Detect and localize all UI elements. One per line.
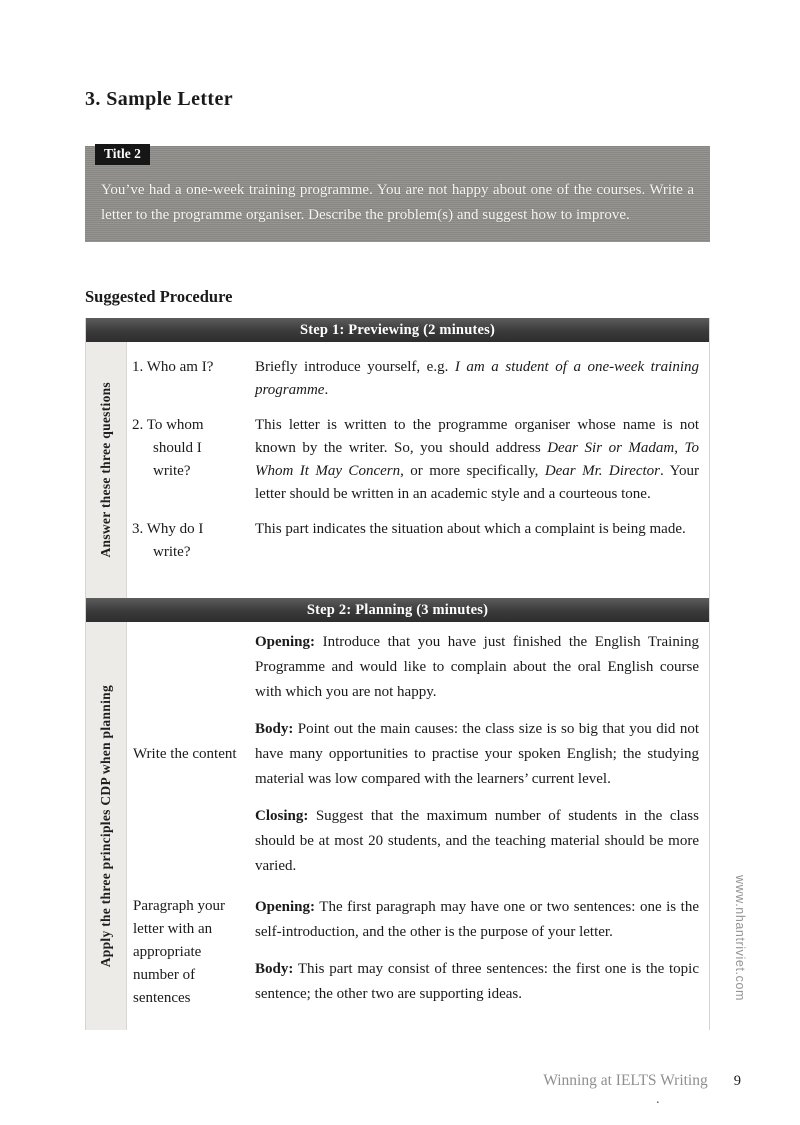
paragraph: Body: This part may consist of three sentences: the first one is the topic sentence; the other two are supporting ideas. [255, 961, 699, 1002]
answer-text [249, 630, 709, 879]
answer-text [249, 895, 709, 1007]
step1-section [86, 342, 709, 598]
step2-rows [127, 622, 709, 1030]
step1-header: Step 1: Previewing (2 minutes) [86, 318, 709, 342]
question-label: 3. Why do I write? [132, 521, 204, 560]
answer-text: Briefly introduce yourself, e.g. I am a student of a one-week training programme. [255, 359, 700, 398]
table-row [127, 895, 709, 1010]
step1-sidebar [86, 342, 127, 598]
title-box-text: You’ve had a one-week training programme. You are not happy about one of the courses. Write a letter to the programme organiser. Describe the problem(s) and suggest how to improve. [101, 182, 694, 223]
step2-sidebar [86, 622, 127, 1030]
paragraph: Closing: Suggest that the maximum number of students in the class should be at most 20 students, and the teaching material should be more varied. [255, 808, 699, 874]
page-title: 3. Sample Letter [85, 88, 234, 110]
question-label: 1. Who am I? [132, 359, 214, 375]
paragraph: Opening: Introduce that you have just finished the English Training Programme and would like to complain about the oral English course with which you are not happy. [255, 634, 699, 700]
table-row [127, 356, 709, 402]
answer-text: This letter is written to the programme organiser whose name is not known by the writer. So, you should address Dear Sir or Madam, To Whom It May Concern, or more specifically, Dear Mr. Director. Your letter should be written in an academic style and a courteous tone. [255, 417, 700, 502]
subheading: Suggested Procedure [85, 287, 233, 306]
step1-rows [127, 342, 709, 598]
table-row [127, 630, 709, 879]
step2-sidebar-label: Apply the three principles CDP when planning [98, 684, 113, 968]
answer-text: This part indicates the situation about which a complaint is being made. [255, 521, 686, 537]
procedure-table [85, 318, 710, 1030]
table-row [127, 518, 709, 564]
stray-dot: . [656, 1092, 660, 1107]
row-label: Paragraph your letter with an appropriate number of sentences [133, 898, 226, 1006]
step1-sidebar-label: Answer these three questions [98, 382, 113, 558]
page-footer [85, 1072, 741, 1090]
site-watermark: www.nhantriviet.com [733, 875, 747, 1002]
paragraph: Body: Point out the main causes: the class size is so big that you did not have many opportunities to practise your spoken English; the studying material was low compared with the learners’ current level. [255, 721, 699, 787]
title-box-label: Title 2 [95, 144, 150, 165]
row-label: Write the content [133, 746, 237, 762]
title-box [85, 146, 710, 242]
step2-section [86, 622, 709, 1030]
step2-header: Step 2: Planning (3 minutes) [86, 598, 709, 622]
question-label: 2. To whom should I write? [132, 417, 204, 479]
book-title: Winning at IELTS Writing [543, 1072, 708, 1089]
paragraph: Opening: The first paragraph may have one or two sentences: one is the self-introduction, and the other is the purpose of your letter. [255, 899, 699, 940]
table-row [127, 414, 709, 506]
page-number: 9 [733, 1073, 741, 1089]
